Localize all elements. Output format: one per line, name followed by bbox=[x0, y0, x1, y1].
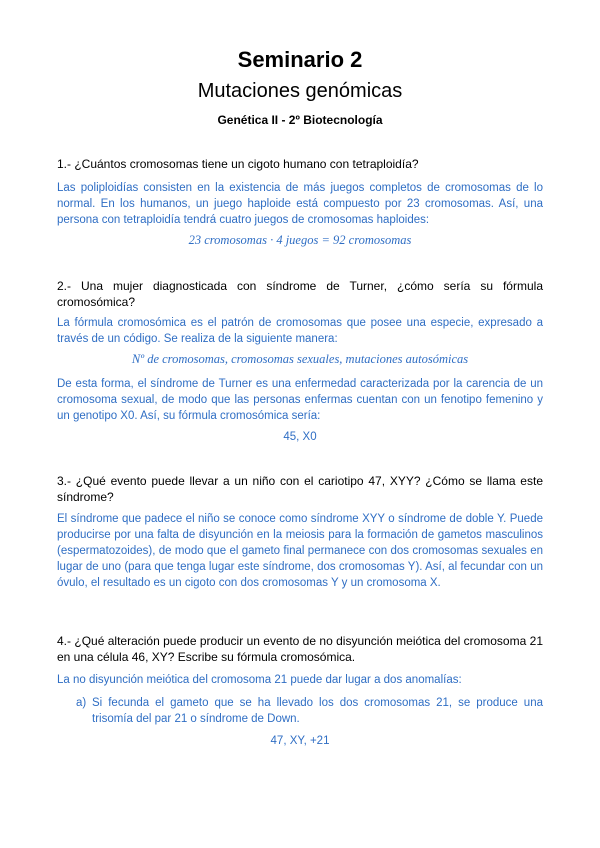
document-subtitle: Mutaciones genómicas bbox=[197, 80, 403, 102]
formula-tetraploidy: 23 cromosomas · 4 juegos = 92 cromosomas bbox=[188, 233, 412, 247]
question-4-block bbox=[57, 633, 543, 665]
answer-3-block bbox=[57, 511, 543, 591]
question-3-block bbox=[57, 473, 543, 505]
question-2-text: 2.- Una mujer diagnosticada con síndrome de Turner, ¿cómo sería su fórmula cromosómica? bbox=[57, 279, 543, 309]
answer-4-text: La no disyunción meiótica del cromosoma 21 puede dar lugar a dos anomalías: bbox=[57, 674, 462, 686]
answer-4-block bbox=[57, 672, 543, 688]
answer-1-block bbox=[57, 180, 543, 228]
answer-3-text: El síndrome que padece el niño se conoce como síndrome XYY o síndrome de doble Y. Puede producirse por una falta de disyunción en la meiosis para la formación de gametos masculinos (espermatozoides), de modo que el gameto final permanece con dos cromosomas sexuales en lugar de uno (para que tenga lugar este síndrome, dos cromosomas Y). Así, al fecundar con un óvulo, el resultado es un cigoto con dos cromosomas Y y un cromosoma X. bbox=[57, 513, 543, 589]
answer-2-block bbox=[57, 315, 543, 347]
formula-definition: Nº de cromosomas, cromosomas sexuales, mutaciones autosómicas bbox=[131, 352, 469, 366]
list-item-a-text: Si fecunda el gameto que se ha llevado los dos cromosomas 21, se produce una trisomía del par 21 o síndrome de Down. bbox=[92, 697, 543, 725]
question-2-block bbox=[57, 278, 543, 310]
document-title: Seminario 2 bbox=[237, 47, 363, 72]
course-label: Genética II - 2º Biotecnología bbox=[217, 113, 383, 127]
down-formula: 47, XY, +21 bbox=[270, 735, 330, 747]
question-4-text: 4.- ¿Qué alteración puede producir un evento de no disyunción meiótica del cromosoma 21 en una célula 46, XY? Escribe su fórmula cromosómica. bbox=[57, 634, 543, 664]
answer-1-text: Las poliploidías consisten en la existencia de más juegos completos de cromosomas de lo normal. En los humanos, un juego haploide está compuesto por 23 cromosomas. Así, una persona con tetraploidía tendrá cuatro juegos de cromosomas haploides: bbox=[57, 182, 543, 226]
question-3-text: 3.- ¿Qué evento puede llevar a un niño con el cariotipo 47, XYY? ¿Cómo se llama este síndrome? bbox=[57, 474, 543, 504]
answer-2b-block bbox=[57, 376, 543, 424]
list-marker-a: a) bbox=[76, 697, 87, 709]
question-1-text: 1.- ¿Cuántos cromosomas tiene un cigoto humano con tetraploidía? bbox=[57, 157, 419, 171]
answer-2b-text: De esta forma, el síndrome de Turner es una enfermedad caracterizada por la carencia de un cromosoma sexual, de modo que las personas enfermas cuentan con un fenotipo femenino y un genotipo X0. Así, su fórmula cromosómica sería: bbox=[57, 378, 543, 422]
question-1-block bbox=[57, 156, 543, 172]
answer-2-text: La fórmula cromosómica es el patrón de cromosomas que posee una especie, expresado a través de un código. Se realiza de la siguiente manera: bbox=[57, 317, 543, 345]
list-item-a bbox=[76, 695, 543, 727]
turner-formula: 45, X0 bbox=[283, 431, 317, 443]
